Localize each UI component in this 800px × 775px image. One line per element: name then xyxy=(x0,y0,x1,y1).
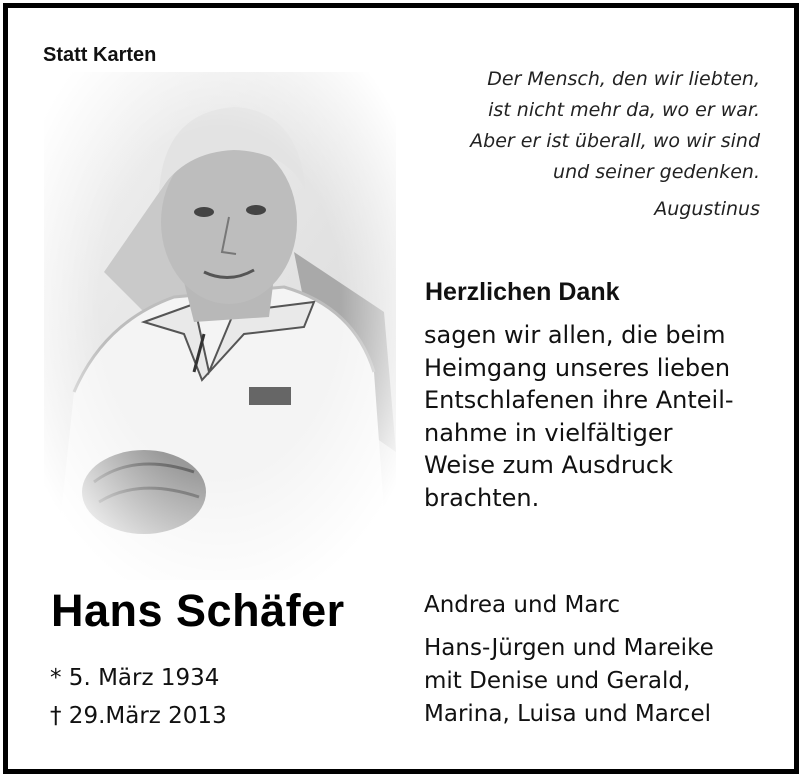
thanks-line: nahme in vielfältiger xyxy=(424,418,673,447)
birth-date: * 5. März 1934 xyxy=(50,665,220,691)
memorial-quote xyxy=(340,64,760,225)
family-line: Marina, Luisa und Marcel xyxy=(424,701,711,727)
life-dates xyxy=(50,659,227,735)
thanks-line: Heimgang unseres lieben xyxy=(424,353,731,382)
death-date: † 29.März 2013 xyxy=(50,703,227,729)
thanks-line: sagen wir allen, die beim xyxy=(424,321,726,349)
family-line: mit Denise und Gerald, xyxy=(424,668,691,694)
thanks-heading: Herzlichen Dank xyxy=(425,278,620,306)
quote-line: Aber er ist überall, wo wir sind xyxy=(470,130,760,152)
header-label: Statt Karten xyxy=(43,44,157,66)
family-line: Hans-Jürgen und Mareike xyxy=(424,635,714,661)
thanks-text xyxy=(424,319,734,514)
thanks-line: Weise zum Ausdruck xyxy=(424,451,674,479)
deceased-name: Hans Schäfer xyxy=(51,585,345,636)
quote-author: Augustinus xyxy=(654,198,760,220)
thanks-line: brachten. xyxy=(424,483,540,512)
family-line: Andrea und Marc xyxy=(424,592,621,618)
quote-line: und seiner gedenken. xyxy=(553,161,760,183)
quote-line: Der Mensch, den wir liebten, xyxy=(487,68,760,90)
family-signatures xyxy=(424,589,714,731)
thanks-line: Entschlafenen ihre Anteil- xyxy=(424,386,734,414)
quote-line: ist nicht mehr da, wo er war. xyxy=(488,99,760,121)
